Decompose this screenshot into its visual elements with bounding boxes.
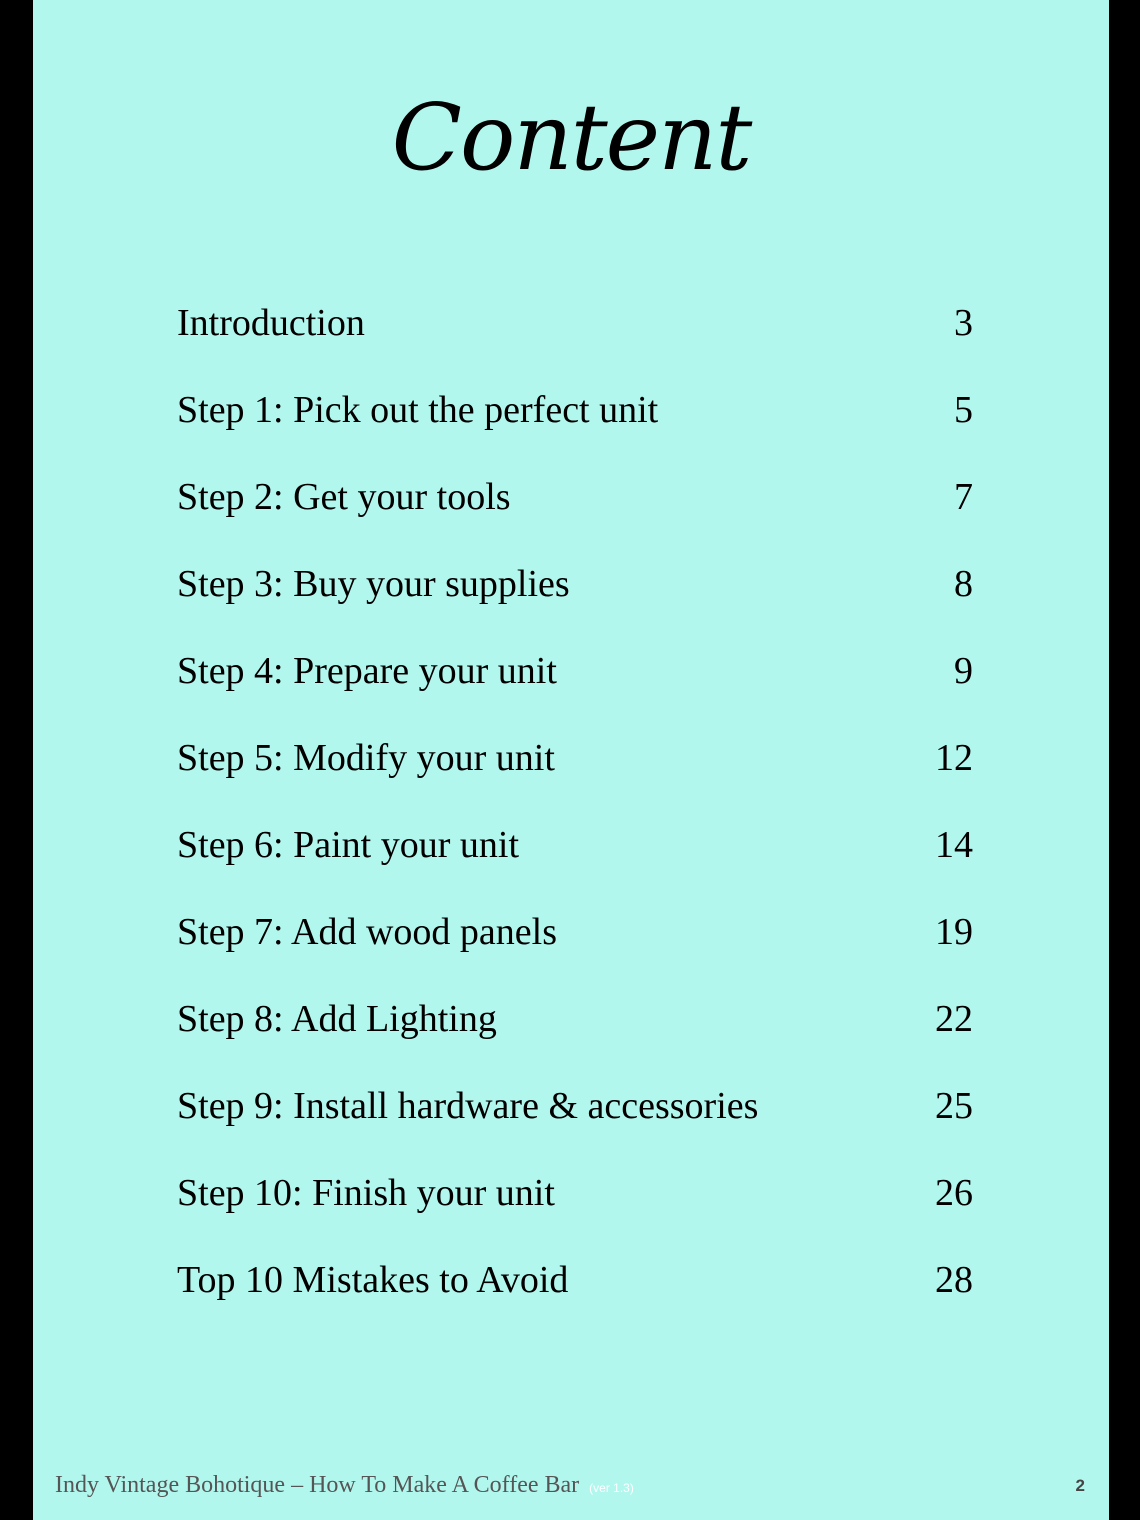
- toc-entry[interactable]: [177, 727, 973, 814]
- toc-entry-label: Step 3: Buy your supplies: [177, 563, 570, 605]
- table-of-contents: [177, 292, 973, 1336]
- toc-entry[interactable]: [177, 1162, 973, 1249]
- toc-entry-page: 7: [954, 476, 973, 518]
- toc-entry-label: Introduction: [177, 302, 365, 344]
- toc-entry-label: Top 10 Mistakes to Avoid: [177, 1259, 569, 1301]
- toc-entry-label: Step 4: Prepare your unit: [177, 650, 557, 692]
- toc-entry-page: 8: [954, 563, 973, 605]
- page-footer: [55, 1472, 1095, 1508]
- toc-entry[interactable]: [177, 292, 973, 379]
- toc-entry[interactable]: [177, 466, 973, 553]
- toc-entry-page: 9: [954, 650, 973, 692]
- toc-entry-label: Step 5: Modify your unit: [177, 737, 555, 779]
- toc-entry-label: Step 8: Add Lighting: [177, 998, 497, 1040]
- toc-entry[interactable]: [177, 988, 973, 1075]
- footer-text: Indy Vintage Bohotique – How To Make A Coffee Bar: [55, 1472, 580, 1498]
- toc-entry-page: 22: [935, 998, 973, 1040]
- toc-entry-page: 25: [935, 1085, 973, 1127]
- toc-entry-label: Step 10: Finish your unit: [177, 1172, 555, 1214]
- toc-entry[interactable]: [177, 640, 973, 727]
- toc-entry-label: Step 9: Install hardware & accessories: [177, 1085, 759, 1127]
- toc-entry[interactable]: [177, 553, 973, 640]
- toc-entry-label: Step 7: Add wood panels: [177, 911, 557, 953]
- page-number: 2: [1075, 1476, 1085, 1495]
- toc-entry[interactable]: [177, 814, 973, 901]
- toc-entry[interactable]: [177, 901, 973, 988]
- toc-entry-page: 19: [935, 911, 973, 953]
- toc-entry-label: Step 2: Get your tools: [177, 476, 511, 518]
- toc-entry-page: 26: [935, 1172, 973, 1214]
- document-page: [33, 0, 1109, 1520]
- toc-entry[interactable]: [177, 379, 973, 466]
- toc-entry-page: 28: [935, 1259, 973, 1301]
- toc-entry[interactable]: [177, 1249, 973, 1336]
- footer-version: (ver 1.3): [589, 1481, 634, 1495]
- toc-entry-page: 5: [954, 389, 973, 431]
- toc-entry[interactable]: [177, 1075, 973, 1162]
- toc-entry-page: 14: [935, 824, 973, 866]
- page-title: Content: [391, 84, 751, 191]
- toc-entry-label: Step 6: Paint your unit: [177, 824, 519, 866]
- toc-entry-page: 3: [954, 302, 973, 344]
- toc-entry-page: 12: [935, 737, 973, 779]
- toc-entry-label: Step 1: Pick out the perfect unit: [177, 389, 659, 431]
